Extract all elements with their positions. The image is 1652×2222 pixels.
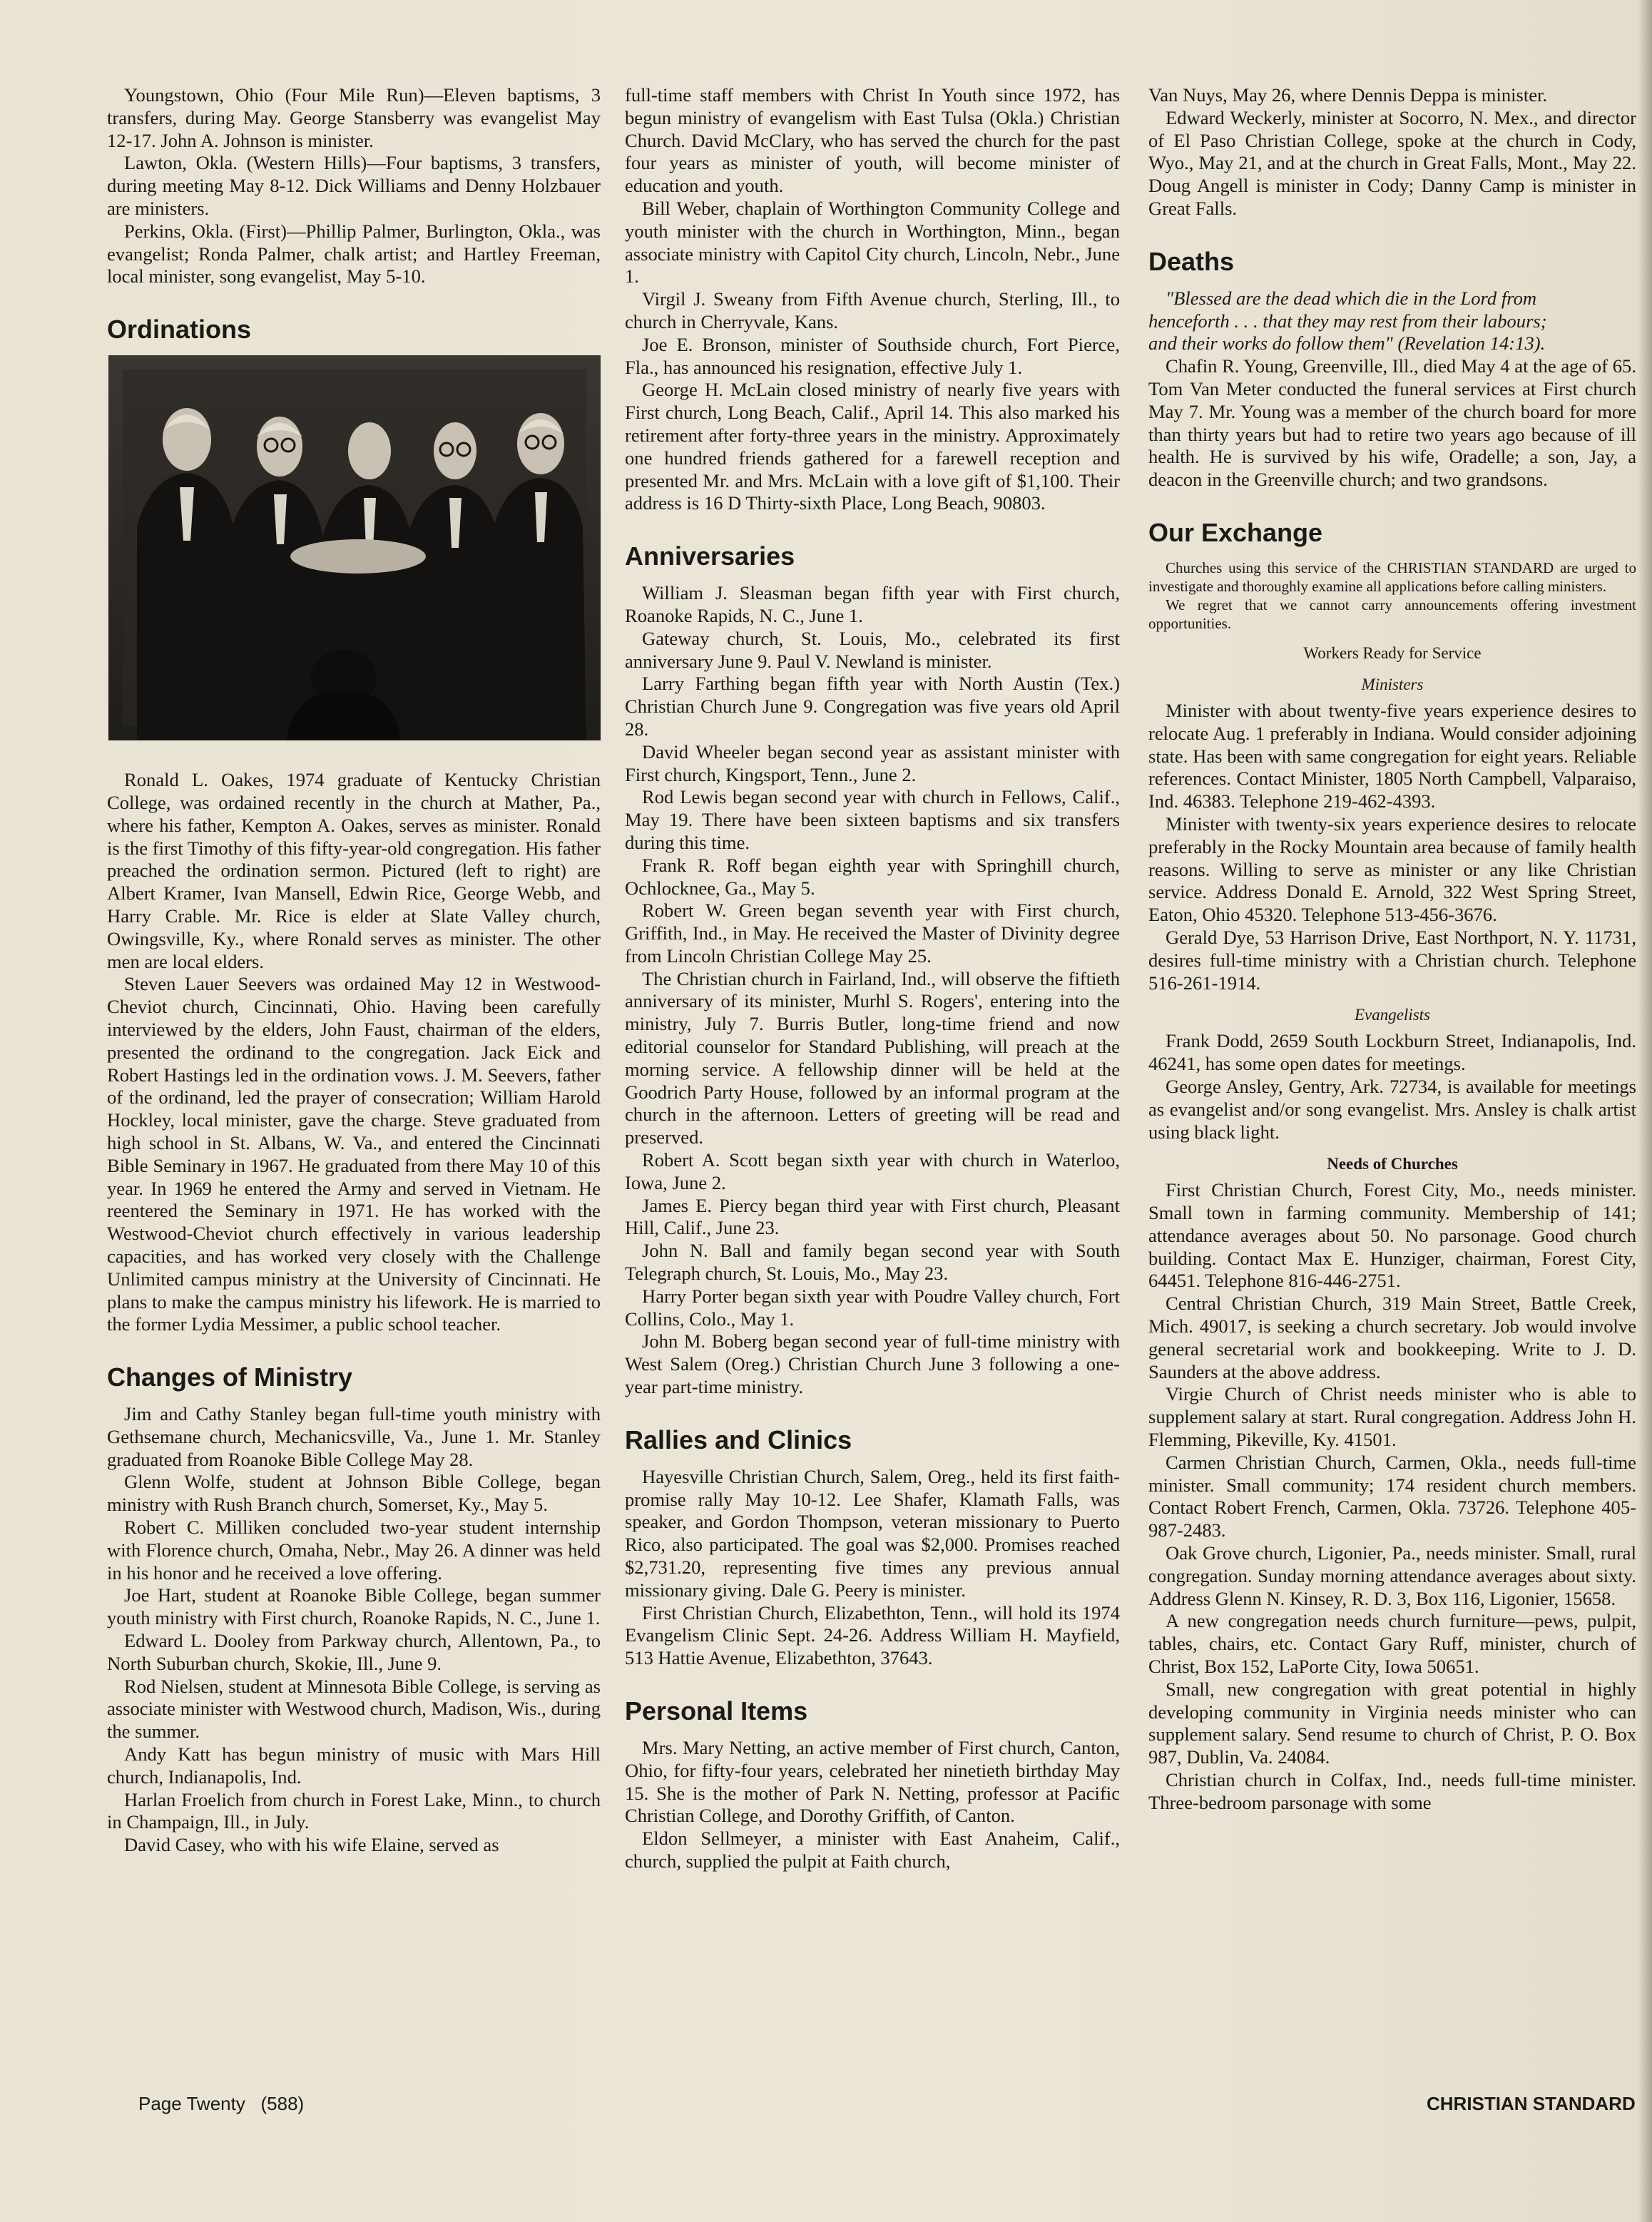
news-item-bronson: Joe E. Bronson, minister of Southside church, Fort Pierce, Fla., has announced his resignation, effective July 1. (625, 333, 1120, 378)
listing-carmen: Carmen Christian Church, Carmen, Okla., needs full-time minister. Small community; 174 resident church members. Contact Robert French, Carmen, Okla. 73726. Telephone 405-987-2483. (1148, 1451, 1636, 1541)
news-item-wheeler: David Wheeler began second year as assistant minister with First church, Kingsport, Tenn., June 2. (625, 740, 1120, 785)
news-item-wolfe: Glenn Wolfe, student at Johnson Bible College, began ministry with Rush Branch church, Somerset, Ky., May 5. (107, 1471, 601, 1516)
ordination-photo (108, 355, 601, 740)
news-item-elizabethton: First Christian Church, Elizabethton, Tenn., will hold its 1974 Evangelism Clinic Sept. 24-26. Address William H. Mayfield, 513 Hattie Avenue, Elizabethton, 37643. (625, 1601, 1120, 1669)
column-3 (1148, 84, 1636, 1815)
listing-central: Central Christian Church, 319 Main Street, Battle Creek, Mich. 49017, is seeking a church secretary. Job would involve general secretarial work and bookkeeping. Write to J. D. Saunders at the above address. (1148, 1293, 1636, 1382)
section-heading-changes-of-ministry: Changes of Ministry (107, 1362, 353, 1392)
news-item-farthing: Larry Farthing began fifth year with North Austin (Tex.) Christian Church June 9. Congregation was five years old April 28. (625, 673, 1120, 740)
column-2 (625, 84, 1120, 1873)
news-item-stanley: Jim and Cathy Stanley began full-time youth ministry with Gethsemane church, Mechanicsville, Va., June 1. Mr. Stanley graduated from Roanoke Bible College May 28. (107, 1403, 601, 1470)
news-item-nielsen: Rod Nielsen, student at Minnesota Bible College, is serving as associate minister with Westwood church, Madison, Wis., during the summer. (107, 1675, 601, 1743)
news-item-perkins: Perkins, Okla. (First)—Phillip Palmer, Burlington, Okla., was evangelist; Ronda Palmer, chalk artist; and Hartley Freeman, local minister, song evangelist, May 5-10. (107, 220, 601, 287)
section-heading-rallies-and-clinics: Rallies and Clinics (625, 1425, 852, 1454)
subheading-evangelists: Evangelists (1354, 1006, 1431, 1024)
news-item-hayesville: Hayesville Christian Church, Salem, Oreg., held its first faith-promise rally May 10-12. Lee Shafer, Klamath Falls, was speaker, and Gordon Thompson, veteran missionary to Puerto Rico, also participated. The goal was $2,000. Promises reached $2,731.20, representing five times any previous annual missionary giving. Dale G. Peery is minister. (625, 1465, 1120, 1601)
news-item-sellmeyer: Eldon Sellmeyer, a minister with East Anaheim, Calif., church, supplied the pulpit at Faith church, (625, 1828, 1120, 1872)
listing-minister-2: Minister with twenty-six years experience desires to relocate preferably in the Rocky Mountain area because of family health reasons. Willing to serve as minister or any like Christian service. Address Donald E. Arnold, 322 West Spring Street, Eaton, Ohio 45320. Telephone 513-456-3676. (1148, 812, 1636, 926)
news-item-froelich: Harlan Froelich from church in Forest Lake, Minn., to church in Champaign, Ill., in July. (107, 1788, 601, 1833)
news-item-boberg: John M. Boberg began second year of full-time ministry with West Salem (Oreg.) Christian Church June 3 following a one-year part-time ministry. (625, 1330, 1120, 1398)
news-item-mclain: George H. McLain closed ministry of nearly five years with First church, Long Beach, Calif., April 14. This also marked his retirement after forty-three years in the ministry. Approximately one hundred friends gathered for a farewell reception and presented Mr. and Mrs. McLain with a love gift of $1,100. Their address is 16 D Thirty-sixth Place, Long Beach, 90803. (625, 379, 1120, 514)
news-item-seevers: Steven Lauer Seevers was ordained May 12 in Westwood-Cheviot church, Cincinnati, Ohio. Having been carefully interviewed by the elders, John Faust, chairman of the elders, presented the ordinand to the congregation. Jack Eick and Robert Hastings led in the ordination vows. J. M. Seevers, father of the ordinand, led the prayer of consecration; William Harold Hockley, local minister, gave the charge. Steve graduated from high school in St. Albans, W. Va., and entered the Cincinnati Bible Seminary in 1967. He graduated from there May 10 of this year. In 1969 he entered the Army and served in Vietnam. He reentered the Seminary in 1971. He has worked with the Westwood-Cheviot church effectively in various leadership capacities, and has worked very closely with the Challenge Unlimited campus ministry at the University of Cincinnati. He plans to make the campus ministry his lifework. He is married to the former Lydia Messimer, a public school teacher. (107, 973, 601, 1335)
listing-minister-1: Minister with about twenty-five years experience desires to relocate Aug. 1 preferably in Indiana. Would consider adjoining state. Has been with same congregation for eight years. Reliable references. Contact Minister, 1805 North Campbell, Valparaiso, Ind. 46383. Telephone 219-462-4393. (1148, 699, 1636, 812)
section-heading-our-exchange: Our Exchange (1148, 517, 1323, 547)
section-heading-deaths: Deaths (1148, 246, 1235, 276)
listing-furniture: A new congregation needs church furniture—pews, pulpit, tables, chairs, etc. Contact Gary Ruff, minister, church of Christ, Box 152, LaPorte City, Iowa 50651. (1148, 1610, 1636, 1678)
scripture-verse: "Blessed are the dead which die in the Lord from henceforth . . . that they may rest from their labours; and their works do follow them" (Revelation 14:13). (1148, 287, 1547, 355)
listing-dodd: Frank Dodd, 2659 South Lockburn Street, Indianapolis, Ind. 46241, has some open dates for meetings. (1148, 1030, 1636, 1075)
news-item-casey: David Casey, who with his wife Elaine, served as (124, 1834, 499, 1856)
news-item-milliken: Robert C. Milliken concluded two-year student internship with Florence church, Omaha, Nebr., May 26. A dinner was held in his honor and he received a love offering. (107, 1517, 601, 1584)
ordination-photo-image (108, 355, 601, 740)
section-heading-personal-items: Personal Items (625, 1696, 808, 1726)
news-item-weckerly: Edward Weckerly, minister at Socorro, N. Mex., and director of El Paso Christian College, spoke at the church in Cody, Wyo., May 21, and at the church in Great Falls, Mont., May 22. Doug Angell is minister in Cody; Danny Camp is minister in Great Falls. (1148, 106, 1636, 219)
news-item-van-nuys: Van Nuys, May 26, where Dennis Deppa is minister. (1148, 84, 1548, 106)
exchange-notice-1: Churches using this service of the CHRISTIAN STANDARD are urged to investigate and thoroughly examine all applications before calling ministers. (1148, 559, 1636, 595)
page-number: Page Twenty (588) (138, 2093, 305, 2114)
news-item-youngstown: Youngstown, Ohio (Four Mile Run)—Eleven baptisms, 3 transfers, during May. George Stansberry was evangelist May 12-17. John A. Johnson is minister. (107, 84, 601, 151)
news-item-netting: Mrs. Mary Netting, an active member of First church, Canton, Ohio, for fifty-four years, celebrated her ninetieth birthday May 15. She is the mother of Park N. Netting, professor at Pacific Christian College, and Dorothy Griffith, of Canton. (625, 1737, 1120, 1827)
news-item-weber: Bill Weber, chaplain of Worthington Community College and youth minister with the church in Worthington, Minn., began associate ministry with Capitol City church, Lincoln, Nebr., June 1. (625, 197, 1120, 287)
listing-virginia: Small, new congregation with great potential in highly developing community in Virginia needs minister who can supplement salary. Send resume to church of Christ, P. O. Box 987, Dublin, Va. 24084. (1148, 1678, 1636, 1768)
news-item-dooley: Edward L. Dooley from Parkway church, Allentown, Pa., to North Suburban church, Skokie, Ill., June 9. (107, 1630, 601, 1674)
news-item-lawton: Lawton, Okla. (Western Hills)—Four baptisms, 3 transfers, during meeting May 8-12. Dick Williams and Denny Holzbauer are ministers. (107, 152, 601, 219)
listing-forest-city: First Christian Church, Forest City, Mo., needs minister. Small town in farming community. Membership of 141; attendance averages about 50. No parsonage. Good church building. Contact Max E. Hunziger, chairman, Forest City, 64451. Telephone 816-446-2751. (1148, 1179, 1636, 1292)
section-heading-anniversaries: Anniversaries (625, 541, 795, 571)
listing-ansley: George Ansley, Gentry, Ark. 72734, is available for meetings as evangelist and/or song evangelist. Mrs. Ansley is chalk artist using black light. (1148, 1075, 1636, 1143)
news-item-green: Robert W. Green began seventh year with First church, Griffith, Ind., in May. He received the Master of Divinity degree from Lincoln Christian College May 25. (625, 899, 1120, 967)
listing-oak-grove: Oak Grove church, Ligonier, Pa., needs minister. Small, rural congregation. Sunday morning attendance averages about sixty. Address Glenn N. Kinsey, R. D. 3, Box 116, Ligonier, 15658. (1148, 1542, 1636, 1609)
news-item-lewis: Rod Lewis began second year with church in Fellows, Calif., May 19. There have been sixteen baptisms and six transfers during this time. (625, 786, 1120, 853)
magazine-title: CHRISTIAN STANDARD (1427, 2093, 1636, 2114)
subheading-ministers: Ministers (1361, 675, 1424, 693)
subheading-needs-of-churches: Needs of Churches (1327, 1155, 1458, 1173)
news-item-fairland: The Christian church in Fairland, Ind., will observe the fiftieth anniversary of its minister, Murhl S. Rogers', entering into the ministry, July 7. Burris Butler, long-time friend and now editorial counselor for Standard Publishing, will preach at the morning service. A fellowship dinner will be held at the Goodrich Party House, followed by an informal program at the church in the afternoon. Letters of greeting will be read and preserved. (625, 967, 1120, 1148)
exchange-notice-2: We regret that we cannot carry announcements offering investment opportunities. (1148, 596, 1636, 632)
news-item-gateway: Gateway church, St. Louis, Mo., celebrated its first anniversary June 9. Paul V. Newland is minister. (625, 627, 1120, 672)
column-1 (107, 84, 601, 1857)
news-item-roff: Frank R. Roff began eighth year with Springhill church, Ochlocknee, Ga., May 5. (625, 854, 1120, 899)
news-item-scott: Robert A. Scott began sixth year with church in Waterloo, Iowa, June 2. (625, 1149, 1120, 1193)
news-item-piercy: James E. Piercy began third year with First church, Pleasant Hill, Calif., June 23. (625, 1194, 1120, 1239)
listing-virgie: Virgie Church of Christ needs minister who is able to supplement salary at start. Rural congregation. Address John H. Flemming, Pikeville, Ky. 41501. (1148, 1383, 1636, 1451)
news-item-sweany: Virgil J. Sweany from Fifth Avenue church, Sterling, Ill., to church in Cherryvale, Kans. (625, 288, 1120, 332)
news-item-ball: John N. Ball and family began second year with South Telegraph church, St. Louis, Mo., May 23. (625, 1240, 1120, 1285)
obituary-young: Chafin R. Young, Greenville, Ill., died May 4 at the age of 65. Tom Van Meter conducted the funeral services at First church May 7. Mr. Young was a member of the church board for more than thirty years but had to retire two years ago because of ill health. He is survived by his wife, Oradelle; a son, Jay, a deacon in the Greenville church; and two grandsons. (1148, 355, 1636, 491)
listing-colfax: Christian church in Colfax, Ind., needs full-time minister. Three-bedroom parsonage with some (1148, 1769, 1636, 1813)
news-item-katt: Andy Katt has begun ministry of music with Mars Hill church, Indianapolis, Ind. (107, 1743, 601, 1788)
subheading-workers-ready: Workers Ready for Service (1303, 643, 1482, 662)
news-item-sleasman: William J. Sleasman began fifth year with First church, Roanoke Rapids, N. C., June 1. (625, 582, 1120, 626)
page-edge-shadow (1638, 0, 1652, 2222)
news-item-hart: Joe Hart, student at Roanoke Bible College, began summer youth ministry with First church, Roanoke Rapids, N. C., June 1. (107, 1584, 601, 1629)
news-item-oakes: Ronald L. Oakes, 1974 graduate of Kentucky Christian College, was ordained recently in the church at Mather, Pa., where his father, Kempton A. Oakes, serves as minister. Ronald is the first Timothy of this fifty-year-old congregation. His father preached the ordination sermon. Pictured (left to right) are Albert Kramer, Ivan Mansell, Edwin Rice, George Webb, and Harry Crable. Mr. Rice is elder at Slate Valley church, Owingsville, Ky., where Ronald serves as minister. The other men are local elders. (107, 769, 601, 972)
section-heading-ordinations: Ordinations (107, 315, 252, 345)
listing-dye: Gerald Dye, 53 Harrison Drive, East Northport, N. Y. 11731, desires full-time ministry with a Christian church. Telephone 516-261-1914. (1148, 926, 1636, 994)
news-item-casey-continued: full-time staff members with Christ In Youth since 1972, has begun ministry of evangelism with East Tulsa (Okla.) Christian Church. David McClary, who has served the church for the past four years as minister of youth, will become minister of education and youth. (625, 84, 1120, 197)
news-item-porter: Harry Porter began sixth year with Poudre Valley church, Fort Collins, Colo., May 1. (625, 1285, 1120, 1330)
